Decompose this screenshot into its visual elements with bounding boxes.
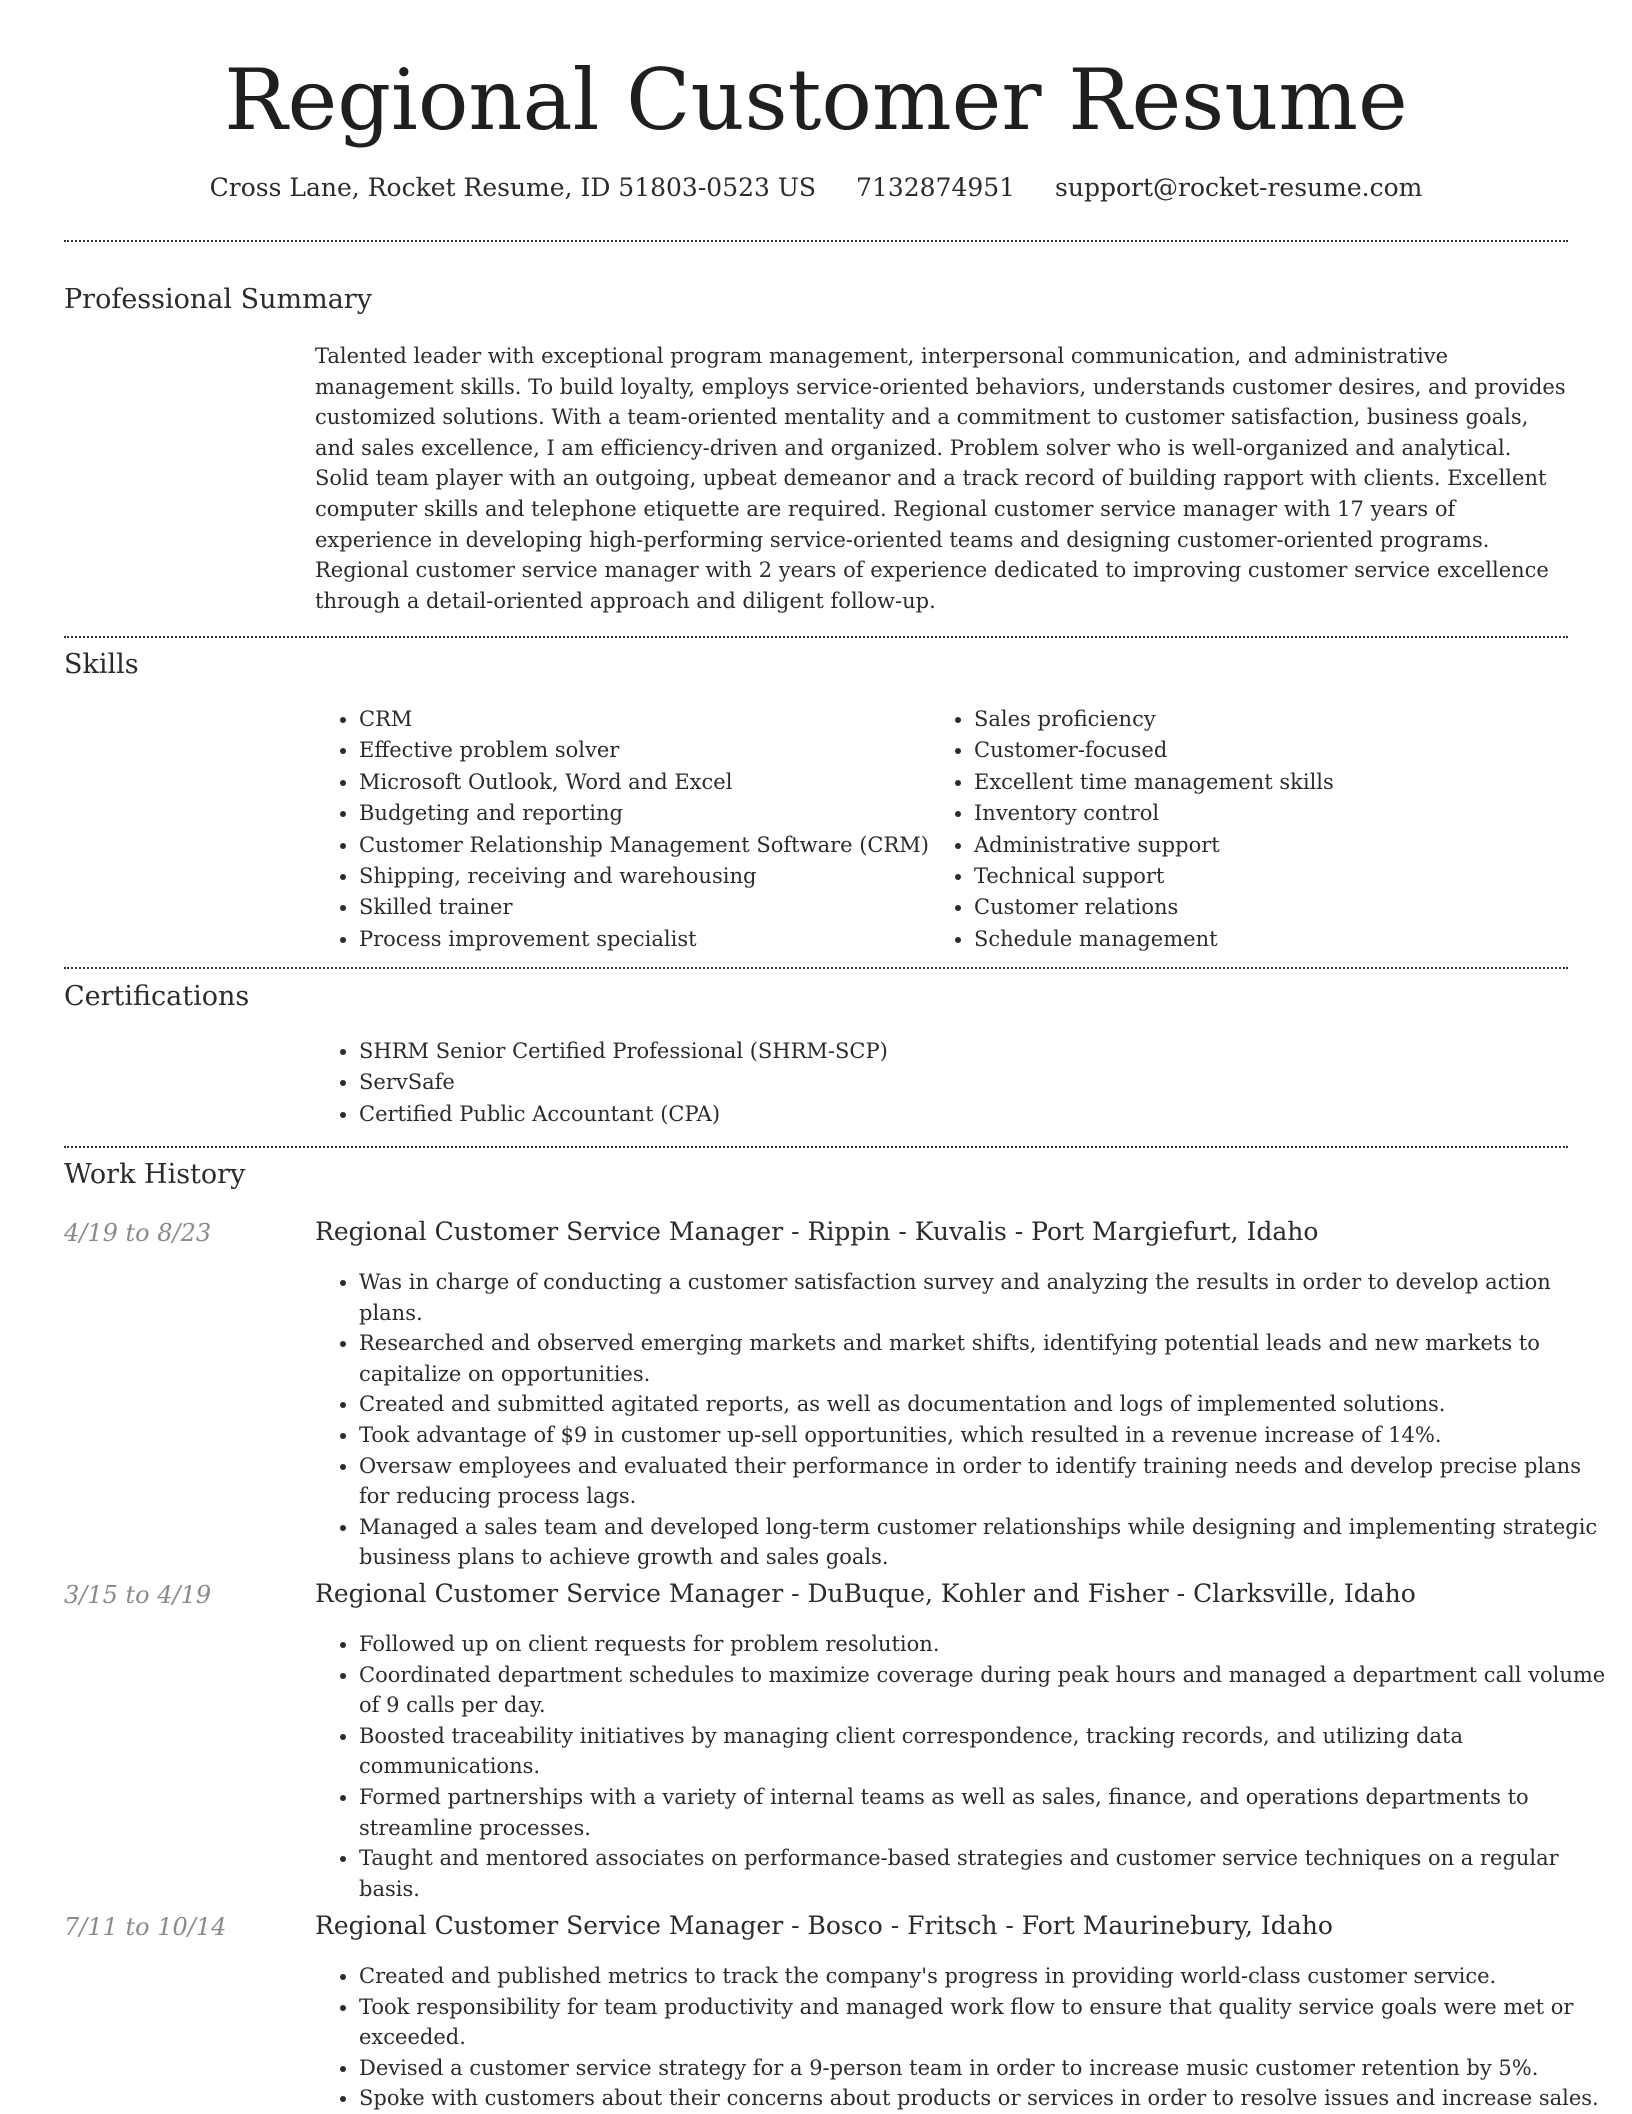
job-title: Regional Customer Service Manager - Bosco - Fritsch - Fort Maurinebury, Idaho <box>315 1911 1333 1940</box>
skills-list-right <box>930 704 1574 955</box>
job-title: Regional Customer Service Manager - DuBuque, Kohler and Fisher - Clarksville, Idaho <box>315 1579 1416 1608</box>
list-item: • Coordinated department schedules to maximize coverage during peak hours and managed a department call volume of 9 calls per day. <box>359 1660 1612 1721</box>
list-item: • Certified Public Accountant (CPA) <box>359 1099 1612 1130</box>
list-item: • Researched and observed emerging markets and market shifts, identifying potential leads and new markets to capitalize on opportunities. <box>359 1328 1612 1389</box>
job-title: Regional Customer Service Manager - Rippin - Kuvalis - Port Margiefurt, Idaho <box>315 1217 1319 1246</box>
divider <box>64 240 1568 242</box>
job-bullets <box>315 1629 1612 1904</box>
divider <box>64 967 1568 969</box>
job-bullets <box>315 1961 1612 2114</box>
list-item: • Process improvement specialist <box>359 924 959 955</box>
list-item: • Shipping, receiving and warehousing <box>359 861 959 892</box>
list-item: • Customer-focused <box>974 735 1574 766</box>
job-dates: 4/19 to 8/23 <box>64 1219 212 1247</box>
list-item: • Customer Relationship Management Software (CRM) <box>359 830 959 861</box>
list-item: • Inventory control <box>974 798 1574 829</box>
summary-text: Talented leader with exceptional program management, interpersonal communication, and administrative management skills. To build loyalty, employs service-oriented behaviors, understands customer desires, and provides customized solutions. With a team-oriented mentality and a commitment to customer satisfaction, business goals, and sales excellence, I am efficiency-driven and organized. Problem solver who is well-organized and analytical. Solid team player with an outgoing, upbeat demeanor and a track record of building rapport with clients. Excellent computer skills and telephone etiquette are required. Regional customer service manager with 17 years of experience in developing high-performing service-oriented teams and designing customer-oriented programs. Regional customer service manager with 2 years of experience dedicated to improving customer service excellence through a detail-oriented approach and diligent follow-up. <box>315 344 1566 613</box>
job-bullets <box>315 1267 1612 1573</box>
list-item: • Boosted traceability initiatives by managing client correspondence, tracking records, and utilizing data communications. <box>359 1721 1612 1782</box>
section-title-skills: Skills <box>64 649 139 680</box>
list-item: • Sales proficiency <box>974 704 1574 735</box>
list-item: • Spoke with customers about their concerns about products or services in order to resolve issues and increase sales. <box>359 2083 1612 2114</box>
contact-phone: 7132874951 <box>856 173 1016 202</box>
list-item: • SHRM Senior Certified Professional (SHRM-SCP) <box>359 1036 1612 1067</box>
contact-line <box>0 170 1632 206</box>
job-dates: 7/11 to 10/14 <box>64 1913 227 1941</box>
list-item: • CRM <box>359 704 959 735</box>
job-dates: 3/15 to 4/19 <box>64 1581 212 1609</box>
list-item: • Budgeting and reporting <box>359 798 959 829</box>
list-item: • Skilled trainer <box>359 892 959 923</box>
list-item: • ServSafe <box>359 1067 1612 1098</box>
list-item: • Was in charge of conducting a customer satisfaction survey and analyzing the results in order to develop action plans. <box>359 1267 1612 1328</box>
list-item: • Microsoft Outlook, Word and Excel <box>359 767 959 798</box>
list-item: • Administrative support <box>974 830 1574 861</box>
skills-list-left <box>315 704 959 955</box>
list-item: • Formed partnerships with a variety of internal teams as well as sales, finance, and operations departments to streamline processes. <box>359 1782 1612 1843</box>
list-item: • Followed up on client requests for problem resolution. <box>359 1629 1612 1660</box>
list-item: • Devised a customer service strategy for a 9-person team in order to increase music customer retention by 5%. <box>359 2053 1612 2084</box>
list-item: • Took advantage of $9 in customer up-sell opportunities, which resulted in a revenue increase of 14%. <box>359 1420 1612 1451</box>
divider <box>64 636 1568 638</box>
list-item: • Excellent time management skills <box>974 767 1574 798</box>
section-title-summary: Professional Summary <box>64 284 372 315</box>
resume-name: Regional Customer Resume <box>224 51 1408 149</box>
section-title-certifications: Certifications <box>64 981 250 1012</box>
list-item: • Created and submitted agitated reports, as well as documentation and logs of implemented solutions. <box>359 1389 1612 1420</box>
list-item: • Schedule management <box>974 924 1574 955</box>
list-item: • Managed a sales team and developed long-term customer relationships while designing and implementing strategic business plans to achieve growth and sales goals. <box>359 1512 1612 1573</box>
contact-address: Cross Lane, Rocket Resume, ID 51803-0523 US <box>209 173 817 202</box>
list-item: • Oversaw employees and evaluated their performance in order to identify training needs and develop precise plans for reducing process lags. <box>359 1451 1612 1512</box>
divider <box>64 1146 1568 1148</box>
contact-email: support@rocket-resume.com <box>1055 173 1423 202</box>
list-item: • Technical support <box>974 861 1574 892</box>
list-item: • Took responsibility for team productivity and managed work flow to ensure that quality service goals were met or exceeded. <box>359 1992 1612 2053</box>
list-item: • Taught and mentored associates on performance-based strategies and customer service techniques on a regular basis. <box>359 1843 1612 1904</box>
list-item: • Effective problem solver <box>359 735 959 766</box>
list-item: • Created and published metrics to track the company's progress in providing world-class customer service. <box>359 1961 1612 1992</box>
certifications-list <box>315 1036 1612 1130</box>
list-item: • Customer relations <box>974 892 1574 923</box>
section-title-work-history: Work History <box>64 1159 246 1190</box>
